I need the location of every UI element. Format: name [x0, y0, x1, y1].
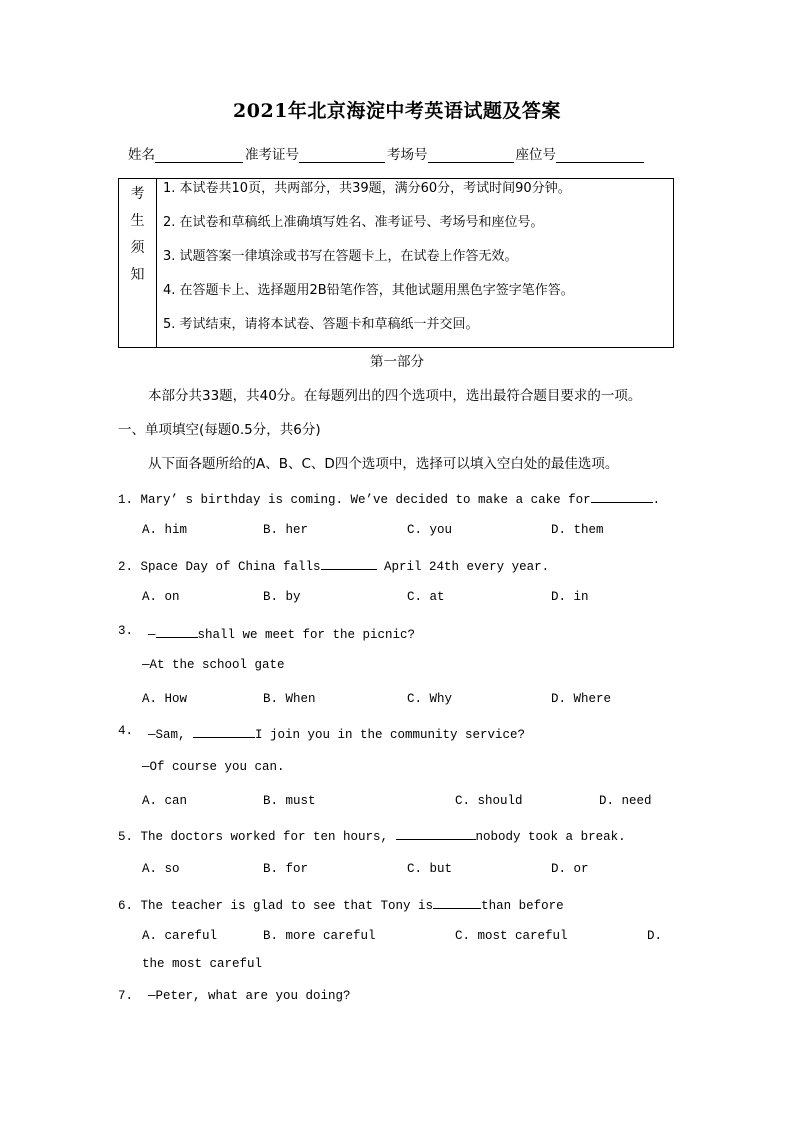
- notice-item: 2. 在试卷和草稿纸上准确填写姓名、准考证号、考场号和座位号。: [163, 215, 544, 230]
- candidate-notice-box: [118, 178, 674, 348]
- option-b: B. by: [263, 590, 301, 604]
- question-6: [118, 895, 564, 913]
- notice-item: 5. 考试结束，请将本试卷、答题卡和草稿纸一并交回。: [163, 317, 479, 332]
- option-d-continued: the most careful: [142, 957, 263, 971]
- question-4: [148, 724, 525, 742]
- option-c: C. but: [407, 862, 453, 876]
- question-5-end: nobody took a break.: [475, 830, 626, 844]
- section-title: 一、单项填空(每题0.5分，共6分): [118, 422, 321, 438]
- question-1-end: .: [652, 493, 661, 507]
- answer-blank: [591, 489, 653, 503]
- option-d: D. them: [551, 523, 604, 537]
- notice-side-char: 考: [130, 186, 145, 202]
- notice-side-label: [119, 179, 157, 347]
- candidate-info-line: [128, 143, 646, 163]
- notice-item: 1. 本试卷共10页，共两部分，共39题，满分60分，考试时间90分钟。: [163, 181, 571, 196]
- notice-side-char: 知: [130, 267, 145, 283]
- question-7-text: —Peter, what are you doing?: [148, 989, 351, 1003]
- question-2-end: April 24th every year.: [376, 560, 550, 574]
- notice-items: [163, 179, 669, 349]
- name-label: 姓名: [128, 147, 155, 163]
- option-c: C. should: [455, 794, 523, 808]
- option-a: A. can: [142, 794, 188, 808]
- notice-side-char: 须: [130, 240, 145, 256]
- question-3: [148, 624, 415, 642]
- ticket-label: 准考证号: [245, 147, 299, 163]
- answer-blank: [156, 624, 198, 638]
- option-b: B. more careful: [263, 929, 376, 943]
- answer-blank: [396, 826, 476, 840]
- option-b: B. must: [263, 794, 316, 808]
- option-c: C. Why: [407, 692, 453, 706]
- room-label: 考场号: [387, 147, 428, 163]
- option-c: C. you: [407, 523, 453, 537]
- option-b: B. When: [263, 692, 316, 706]
- option-a: A. careful: [142, 929, 218, 943]
- option-a: A. on: [142, 590, 180, 604]
- room-blank: [428, 147, 514, 163]
- name-blank: [155, 147, 243, 163]
- question-7-number: 7.: [118, 989, 134, 1003]
- option-c: C. at: [407, 590, 445, 604]
- question-4-text: I join you in the community service?: [255, 728, 526, 742]
- option-a: A. How: [142, 692, 188, 706]
- option-b: B. her: [263, 523, 309, 537]
- question-3-reply: —At the school gate: [142, 658, 285, 672]
- section-intro: 从下面各题所给的A、B、C、D四个选项中，选择可以填入空白处的最佳选项。: [148, 456, 619, 472]
- question-2: [118, 556, 549, 574]
- question-4-number: 4.: [118, 724, 134, 738]
- option-d: D. Where: [551, 692, 612, 706]
- option-a: A. him: [142, 523, 188, 537]
- option-b: B. for: [263, 862, 309, 876]
- answer-blank: [321, 556, 377, 570]
- page-title: 2021年北京海淀中考英语试题及答案: [233, 100, 561, 122]
- question-3-number: 3.: [118, 624, 134, 638]
- notice-item: 3. 试题答案一律填涂或书写在答题卡上，在试卷上作答无效。: [163, 249, 518, 264]
- question-2-text: 2. Space Day of China falls: [118, 560, 321, 574]
- ticket-blank: [299, 147, 385, 163]
- option-d: D. in: [551, 590, 589, 604]
- answer-blank: [193, 724, 255, 738]
- option-d: D.: [647, 929, 663, 943]
- answer-blank: [433, 895, 481, 909]
- question-1: [118, 489, 660, 507]
- question-4-lead: —Sam,: [148, 728, 194, 742]
- question-5: [118, 826, 626, 844]
- option-c: C. most careful: [455, 929, 568, 943]
- question-5-text: 5. The doctors worked for ten hours,: [118, 830, 396, 844]
- option-d: D. or: [551, 862, 589, 876]
- seat-blank: [556, 147, 644, 163]
- notice-side-char: 生: [130, 213, 145, 229]
- part-intro: 本部分共33题，共40分。在每题列出的四个选项中，选出最符合题目要求的一项。: [148, 388, 642, 404]
- notice-item: 4. 在答题卡上、选择题用2B铅笔作答，其他试题用黑色字签字笔作答。: [163, 283, 574, 298]
- question-6-end: than before: [481, 899, 564, 913]
- question-4-reply: —Of course you can.: [142, 760, 285, 774]
- option-d: D. need: [599, 794, 652, 808]
- part-heading: 第一部分: [370, 354, 424, 370]
- seat-label: 座位号: [515, 147, 556, 163]
- question-6-text: 6. The teacher is glad to see that Tony is: [118, 899, 434, 913]
- option-a: A. so: [142, 862, 180, 876]
- question-3-text: shall we meet for the picnic?: [197, 628, 416, 642]
- question-1-text: 1. Mary’ s birthday is coming. We’ve decided to make a cake for: [118, 493, 591, 507]
- question-3-dash: —: [148, 628, 156, 642]
